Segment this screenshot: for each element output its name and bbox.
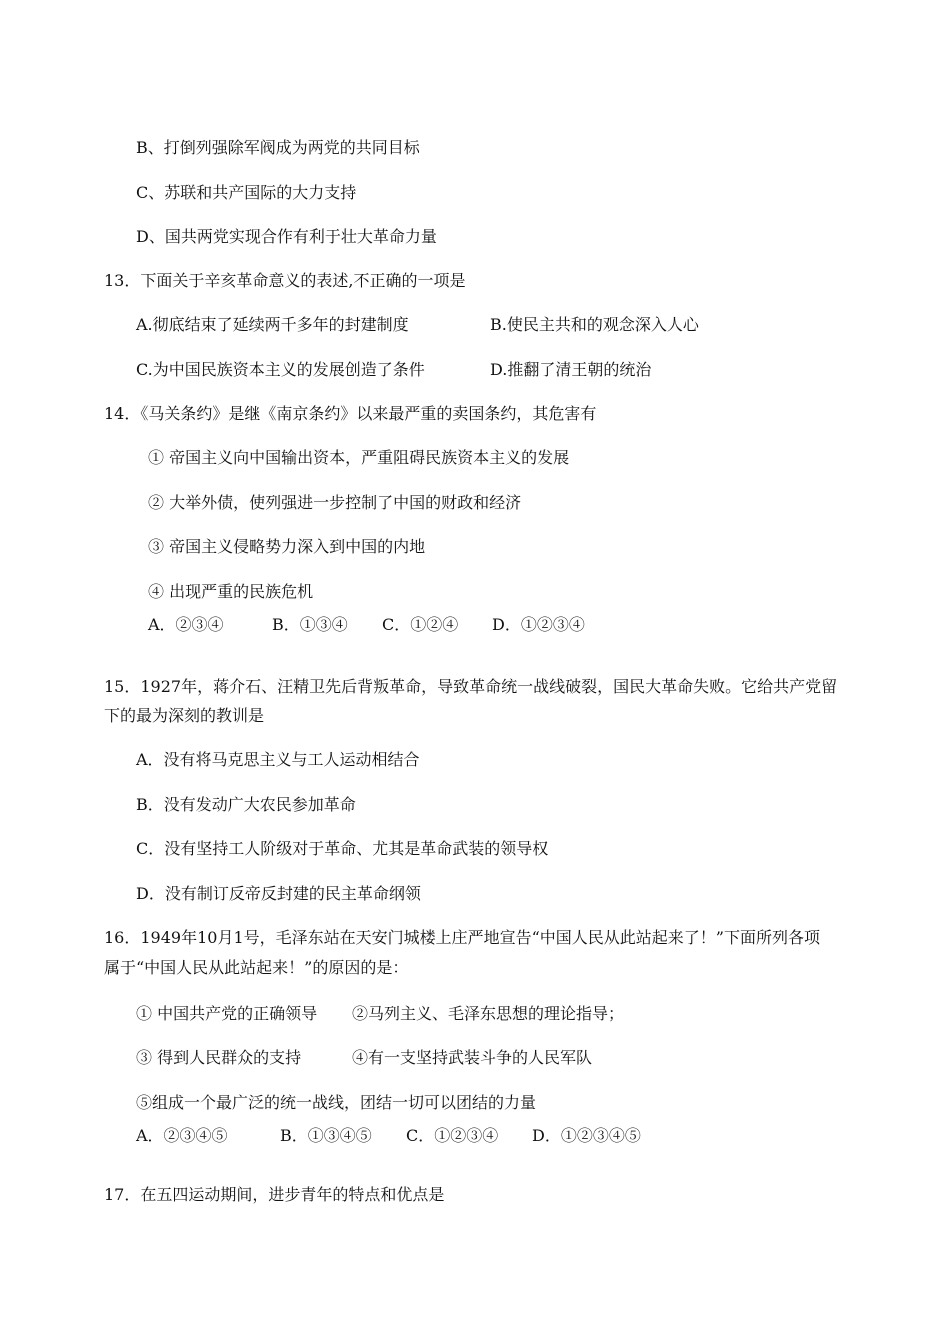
q13-option-a: A.彻底结束了延续两千多年的封建制度 — [136, 315, 409, 334]
q13-option-c: C.为中国民族资本主义的发展创造了条件 — [136, 360, 425, 379]
q12-option-d: D、国共两党实现合作有利于壮大革命力量 — [136, 227, 437, 246]
q15-option-c: C．没有坚持工人阶级对于革命、尤其是革命武装的领导权 — [136, 839, 549, 858]
q16-option-a: A．②③④⑤ — [136, 1126, 228, 1145]
q14-option-b: B．①③④ — [272, 615, 348, 634]
q12-option-b: B、打倒列强除军阀成为两党的共同目标 — [136, 138, 420, 157]
q15-option-a: A．没有将马克思主义与工人运动相结合 — [136, 750, 420, 769]
q15-stem-line-2: 下的最为深刻的教训是 — [104, 706, 265, 725]
q15-option-b: B．没有发动广大农民参加革命 — [136, 795, 356, 814]
q13-stem: 13．下面关于辛亥革命意义的表述,不正确的一项是 — [104, 271, 466, 290]
q16-item-5: ⑤组成一个最广泛的统一战线，团结一切可以团结的力量 — [136, 1093, 537, 1112]
q14-item-3: ③ 帝国主义侵略势力深入到中国的内地 — [148, 537, 426, 556]
q14-stem: 14．《马关条约》是继《南京条约》以来最严重的卖国条约，其危害有 — [104, 404, 597, 423]
q15-option-d: D．没有制订反帝反封建的民主革命纲领 — [136, 884, 421, 903]
q17-stem: 17．在五四运动期间，进步青年的特点和优点是 — [104, 1185, 445, 1204]
q12-option-c: C、苏联和共产国际的大力支持 — [136, 183, 357, 202]
q16-option-b: B．①③④⑤ — [280, 1126, 372, 1145]
q16-stem-line-2: 属于“中国人民从此站起来！”的原因的是： — [104, 958, 409, 977]
q13-option-d: D.推翻了清王朝的统治 — [490, 360, 652, 379]
q16-item-1: ① 中国共产党的正确领导 — [136, 1004, 318, 1023]
q16-option-d: D．①②③④⑤ — [532, 1126, 641, 1145]
q15-stem-line-1: 15．1927年，蒋介石、汪精卫先后背叛革命，导致革命统一战线破裂，国民大革命失败。它给共产党留 — [104, 677, 838, 696]
q14-answer-options — [148, 615, 585, 635]
q14-item-1: ① 帝国主义向中国输出资本，严重阻碍民族资本主义的发展 — [148, 448, 570, 467]
q14-item-2: ② 大举外债，使列强进一步控制了中国的财政和经济 — [148, 493, 522, 512]
q14-option-a: A．②③④ — [148, 615, 224, 634]
q16-answer-options — [136, 1126, 641, 1146]
q16-item-3: ③ 得到人民群众的支持 — [136, 1048, 302, 1067]
q16-item-4: ④有一支坚持武装斗争的人民军队 — [352, 1048, 593, 1067]
q14-item-4: ④ 出现严重的民族危机 — [148, 582, 314, 601]
q14-option-d: D．①②③④ — [492, 615, 585, 634]
q13-option-b: B.使民主共和的观念深入人心 — [490, 315, 699, 334]
q16-option-c: C．①②③④ — [406, 1126, 499, 1145]
q16-stem-line-1: 16．1949年10月1号，毛泽东站在天安门城楼上庄严地宣告“中国人民从此站起来了！”下面所列各项 — [104, 928, 820, 947]
q16-item-2: ②马列主义、毛泽东思想的理论指导； — [352, 1004, 625, 1023]
q14-option-c: C．①②④ — [382, 615, 459, 634]
